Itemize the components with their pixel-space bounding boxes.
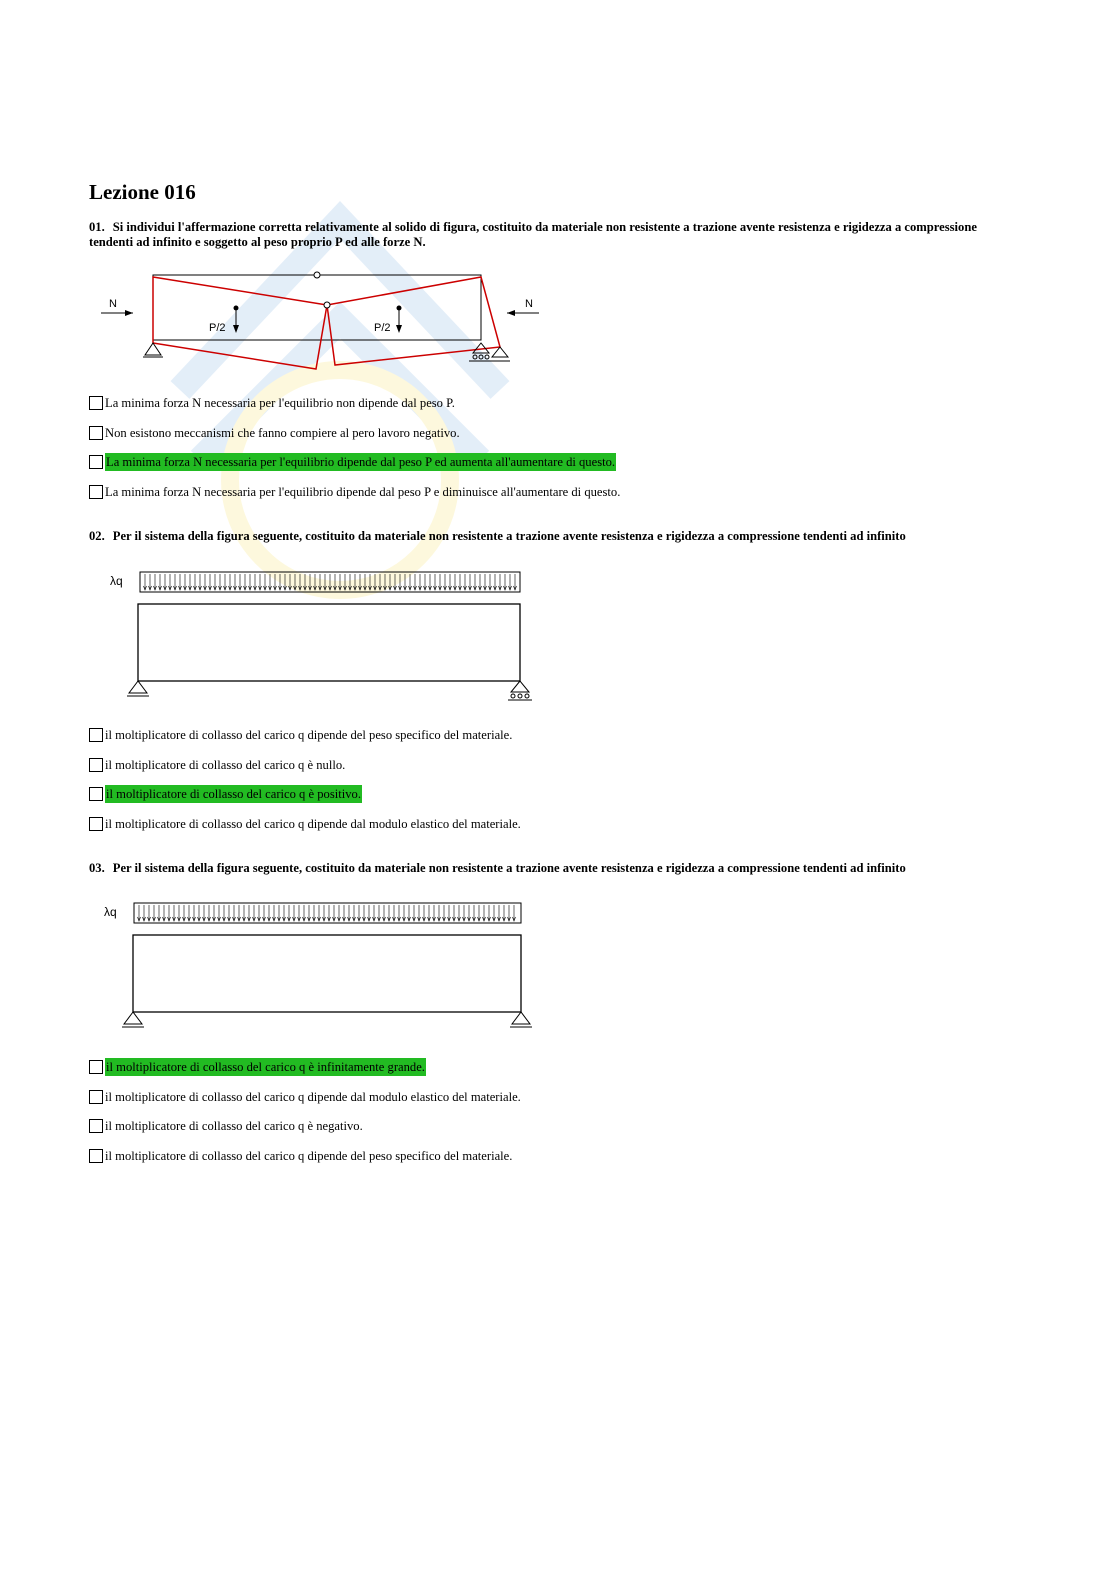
question-text: Si individui l'affermazione corretta relativamente al solido di figura, costituito da materiale non resistente a trazione avente resistenza e rigidezza a compressione tendenti ad infinito e soggetto al peso proprio P ed alle forze N. <box>89 220 977 249</box>
answer-text: il moltiplicatore di collasso del carico q dipende dal modulo elastico del materiale. <box>105 1089 521 1104</box>
answer-text: La minima forza N necessaria per l'equilibrio dipende dal peso P ed aumenta all'aumentare di questo. <box>106 455 616 469</box>
distributed-load-box <box>134 903 521 923</box>
answer-option[interactable] <box>89 424 620 454</box>
pin-support-icon <box>143 343 163 357</box>
load-arrows <box>138 905 516 921</box>
roller-support-icon <box>469 343 510 361</box>
deformed-shape <box>153 277 500 369</box>
hinge-top <box>314 272 320 278</box>
label-force-right: N <box>525 298 533 310</box>
checkbox[interactable] <box>89 485 103 499</box>
question-2 <box>89 529 989 544</box>
answer-text: il moltiplicatore di collasso del carico q è negativo. <box>105 1119 363 1133</box>
load-label: λq <box>104 905 117 919</box>
question-text: Per il sistema della figura seguente, costituito da materiale non resistente a trazione avente resistenza e rigidezza a compressione tendenti ad infinito <box>112 529 906 543</box>
answer-text: il moltiplicatore di collasso del carico q è infinitamente grande. <box>106 1060 425 1074</box>
checkbox[interactable] <box>89 817 103 831</box>
beam-rectangle <box>133 935 521 1012</box>
question-number: 01. <box>89 220 105 234</box>
answer-text: La minima forza N necessaria per l'equilibrio non dipende dal peso P. <box>105 396 455 410</box>
question-3 <box>89 861 989 876</box>
answer-option[interactable] <box>89 1088 521 1118</box>
answer-text: La minima forza N necessaria per l'equilibrio dipende dal peso P e diminuisce all'aumentare di questo. <box>105 484 621 499</box>
figure-arch-mechanism <box>95 265 555 375</box>
checkbox[interactable] <box>89 1119 103 1133</box>
answer-list-2 <box>89 726 521 844</box>
beam-rectangle <box>138 604 520 681</box>
answer-option-correct[interactable] <box>89 785 521 815</box>
answer-text: il moltiplicatore di collasso del carico q dipende dal modulo elastico del materiale. <box>105 816 521 831</box>
question-number: 02. <box>89 529 105 543</box>
checkbox[interactable] <box>89 426 103 440</box>
checkbox[interactable] <box>89 1090 103 1104</box>
question-1 <box>89 220 989 250</box>
checkbox[interactable] <box>89 396 103 410</box>
checkbox[interactable] <box>89 1149 103 1163</box>
arrow-head-icon <box>507 310 515 316</box>
answer-option[interactable] <box>89 726 521 756</box>
checkbox[interactable] <box>89 1060 103 1074</box>
label-force-left: N <box>109 298 117 310</box>
pin-support-icon <box>122 1012 144 1027</box>
answer-option[interactable] <box>89 815 521 845</box>
lesson-title: Lezione 016 <box>89 180 196 204</box>
answer-text: il moltiplicatore di collasso del carico q è nullo. <box>105 757 346 772</box>
answer-list-3 <box>89 1058 521 1176</box>
answer-option[interactable] <box>89 1147 521 1177</box>
label-weight-left: P/2 <box>209 322 226 334</box>
answer-text: Non esistono meccanismi che fanno compiere al pero lavoro negativo. <box>105 425 460 440</box>
answer-option[interactable] <box>89 1117 521 1147</box>
roller-support-icon <box>508 681 532 700</box>
arrow-head-icon <box>396 325 402 333</box>
question-text: Per il sistema della figura seguente, costituito da materiale non resistente a trazione avente resistenza e rigidezza a compressione tendenti ad infinito <box>112 861 906 875</box>
checkbox[interactable] <box>89 787 103 801</box>
label-weight-right: P/2 <box>374 322 391 334</box>
answer-option-correct[interactable] <box>89 1058 521 1088</box>
answer-option[interactable] <box>89 483 620 513</box>
answer-text: il moltiplicatore di collasso del carico q è positivo. <box>106 787 361 801</box>
checkbox[interactable] <box>89 758 103 772</box>
checkbox[interactable] <box>89 455 103 469</box>
figure-beam-q3 <box>100 897 540 1042</box>
answer-option[interactable] <box>89 756 521 786</box>
arrow-head-icon <box>125 310 133 316</box>
hinge-middle <box>324 302 330 308</box>
checkbox[interactable] <box>89 728 103 742</box>
answer-text: il moltiplicatore di collasso del carico q dipende del peso specifico del materiale. <box>105 1148 513 1163</box>
pin-support-icon <box>510 1012 532 1027</box>
arrow-head-icon <box>233 325 239 333</box>
answer-list-1 <box>89 394 620 512</box>
load-arrows <box>144 574 517 590</box>
answer-text: il moltiplicatore di collasso del carico q dipende del peso specifico del materiale. <box>105 728 513 742</box>
question-number: 03. <box>89 861 105 875</box>
answer-option-correct[interactable] <box>89 453 620 483</box>
figure-beam-q2 <box>100 565 540 710</box>
load-label: λq <box>110 574 123 588</box>
answer-option[interactable] <box>89 394 620 424</box>
pin-support-icon <box>127 681 149 696</box>
